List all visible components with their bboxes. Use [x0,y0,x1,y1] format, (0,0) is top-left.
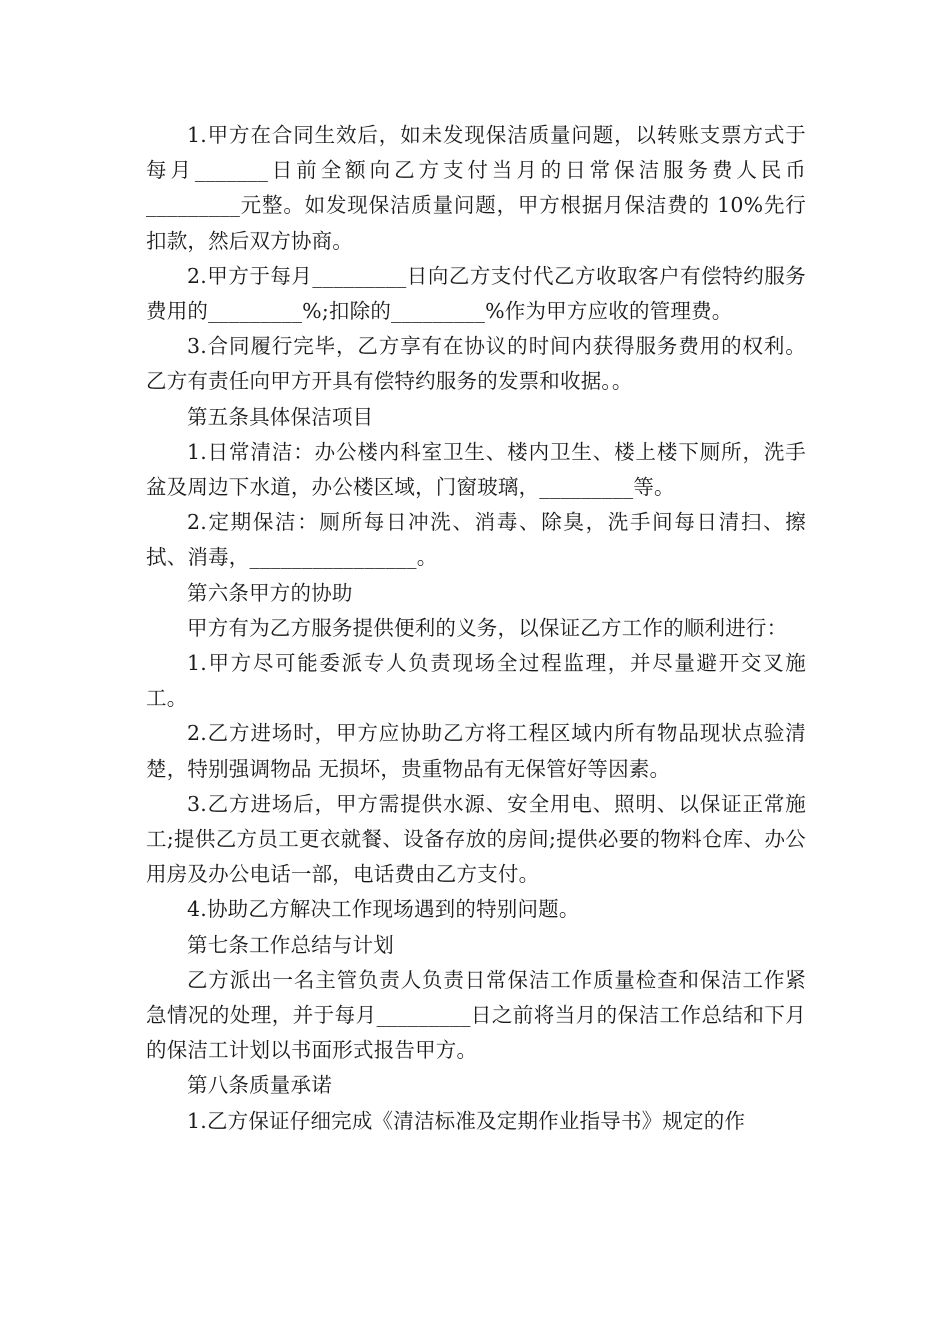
paragraph-assist-1: 1.甲方尽可能委派专人负责现场全过程监理，并尽量避开交叉施工。 [146,651,806,711]
paragraph-party-a-obligation: 甲方有为乙方服务提供便利的义务，以保证乙方工作的顺利进行： [187,615,788,640]
paragraph-daily-cleaning: 1.日常清洁：办公楼内科室卫生、楼内卫生、楼上楼下厕所，洗手盆及周边下水道，办公楼区域，门窗玻璃，_________等。 [146,439,806,500]
paragraph-assist-3: 3.乙方进场后，甲方需提供水源、安全用电、照明、以保证正常施工;提供乙方员工更衣就餐、设备存放的房间;提供必要的物料仓库、办公用房及办公电话一部，电话费由乙方支付。 [146,791,806,887]
paragraph-assist-4: 4.协助乙方解决工作现场遇到的特别问题。 [187,897,580,922]
heading-article-8: 第八条质量承诺 [187,1073,332,1098]
heading-article-5: 第五条具体保洁项目 [187,404,374,429]
paragraph-special-service-fee: 2.甲方于每月_________日向乙方支付代乙方收取客户有偿特约服务费用的_________%;扣除的_________%作为甲方应收的管理费。 [146,263,806,324]
paragraph-payment-terms: 1.甲方在合同生效后，如未发现保洁质量问题，以转账支票方式于每月_______日前全额向乙方支付当月的日常保洁服务费人民币_________元整。如发现保洁质量问题，甲方根据月保洁费的 10%先行扣款，然后双方协商。 [146,123,806,253]
paragraph-assist-2: 2.乙方进场时，甲方应协助乙方将工程区域内所有物品现状点验清楚，特别强调物品 无损坏，贵重物品有无保管好等因素。 [146,721,806,781]
paragraph-periodic-cleaning: 2.定期保洁：厕所每日冲洗、消毒、除臭，洗手间每日清扫、擦拭、消毒，________________。 [146,510,806,570]
paragraph-contract-completion: 3.合同履行完毕，乙方享有在协议的时间内获得服务费用的权利。乙方有责任向甲方开具有偿特约服务的发票和收据。。 [146,334,806,394]
heading-article-6: 第六条甲方的协助 [187,580,353,605]
paragraph-quality-promise-1: 1.乙方保证仔细完成《清洁标准及定期作业指导书》规定的作 [187,1108,746,1133]
document-body [146,118,806,1139]
heading-article-7: 第七条工作总结与计划 [187,932,394,957]
paragraph-work-summary: 乙方派出一名主管负责人负责日常保洁工作质量检查和保洁工作紧急情况的处理，并于每月_________日之前将当月的保洁工作总结和下月的保洁工计划以书面形式报告甲方。 [146,967,806,1063]
